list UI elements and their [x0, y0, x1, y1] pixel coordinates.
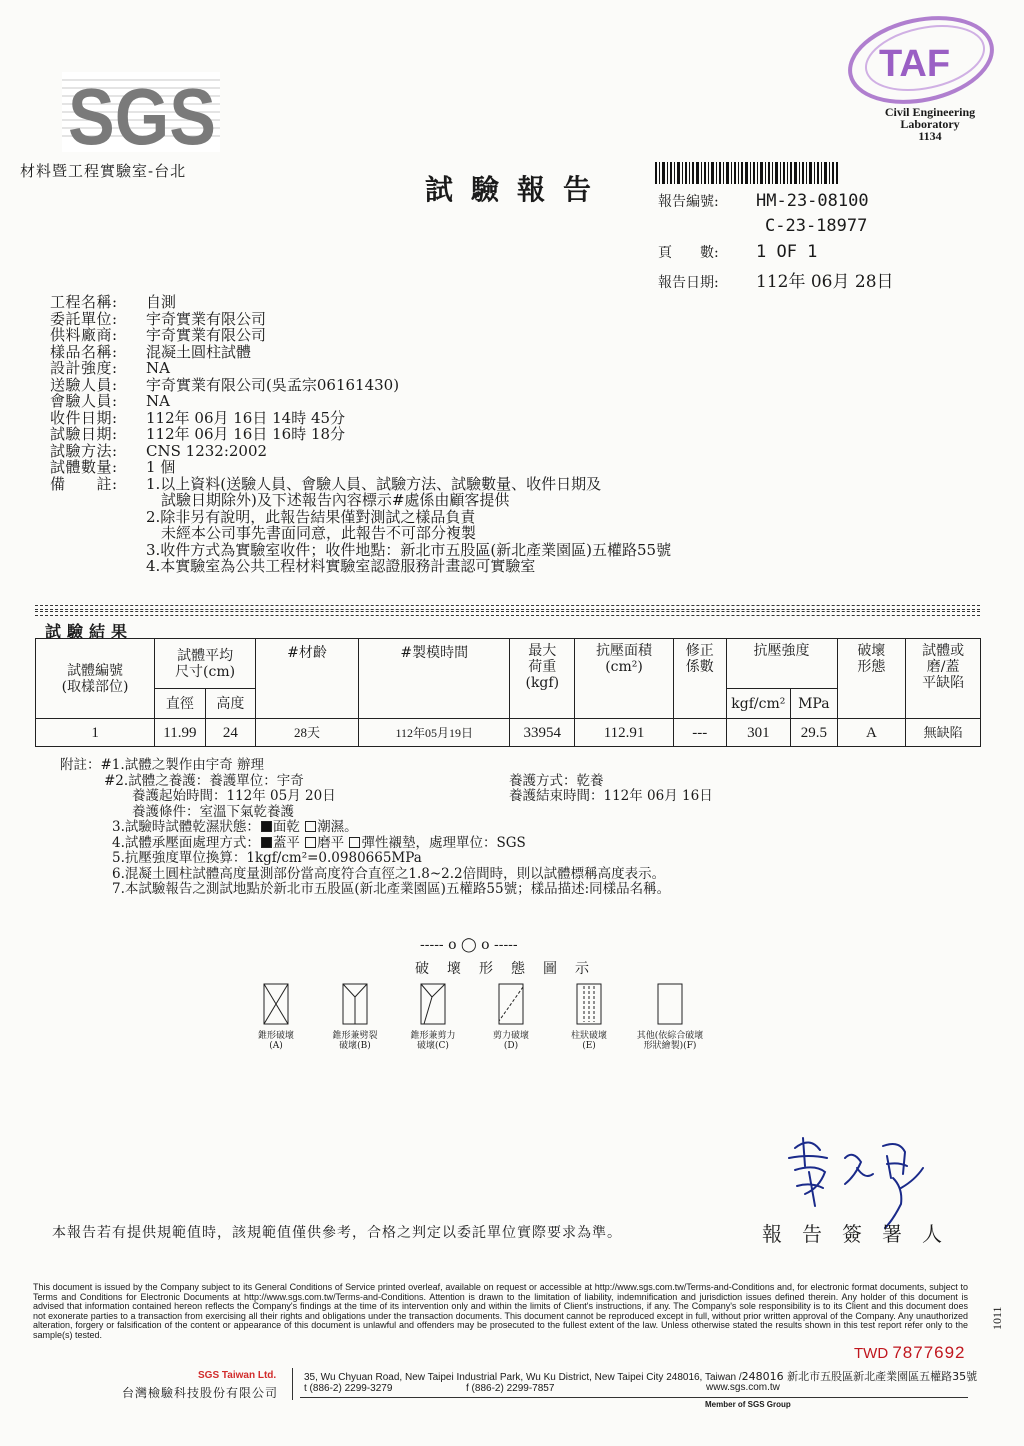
failure-type-b: 錐形兼劈裂 破壞(B): [310, 983, 400, 1051]
columnar-failure-icon: [576, 983, 602, 1025]
shear-failure-icon: [498, 983, 524, 1025]
note-line: 養護起始時間：112年 05月 20日 養護結束時間：112年 06月 16日: [132, 788, 713, 804]
company-name-zh: 台灣檢驗科技股份有限公司: [122, 1386, 279, 1400]
document-title: 試驗報告: [425, 173, 610, 206]
website: www.sgs.com.tw: [706, 1382, 780, 1393]
info-project: 工程名稱: 自測: [50, 293, 177, 311]
remark-line: 2.除非另有說明，此報告結果僅對測試之樣品負責: [146, 507, 476, 526]
remark-line: 1.以上資料(送驗人員、會驗人員、試驗方法、試驗數量、收件日期及: [146, 474, 602, 493]
cone-failure-icon: [263, 983, 289, 1025]
info-supplier: 供料廠商: 宇奇實業有限公司: [50, 326, 267, 344]
col-mpa: MPa: [791, 689, 837, 719]
report-number-row: 報告編號: HM-23-08100: [658, 191, 869, 211]
failure-type-e: 柱狀破壞 (E): [544, 983, 634, 1051]
diagram-ornament: ----- o ◯ o -----: [420, 937, 518, 953]
col-strength: 抗壓強度: [726, 639, 837, 689]
info-test-date: 試驗日期: 112年 06月 16日 16時 18分: [50, 425, 346, 443]
info-quantity: 試體數量: 1 個: [50, 458, 176, 476]
signer-label: 報告簽署人: [762, 1222, 962, 1246]
legal-notice: This document is issued by the Company subject to its General Conditions of Service printed overleaf, available on request or accessible at http://www.sgs.com.tw/Terms-and-Conditions and, for electronic format documents, subject to Terms and Conditions for Electronic Documents at http://www.sgs.com.tw/Terms-and-Conditions. Attention is drawn to the limitation of liability, indemnification and jurisdiction issues defined therein. Any holder of this document is advised that information contained hereon reflects the Company's findings at the time of its intervention only and within the limits of Client's instructions, if any. The Company's sole responsibility is to its Client and this document does not exonerate parties to a transaction from exercising all their rights and obligations under the transaction documents. This document cannot be reproduced except in full, without prior written approval of the Company. Any unauthorized alteration, forgery or falsification of the content or appearance of this document is unlawful and offenders may be prosecuted to the fullest extent of the law. Unless otherwise stated the results shown in this test report refer only to the sample(s) tested.: [33, 1282, 968, 1340]
cone-split-failure-icon: [342, 983, 368, 1025]
col-id: 試體編號 (取樣部位): [36, 639, 155, 719]
table-header-row: [36, 639, 981, 689]
company-name-en: SGS Taiwan Ltd.: [198, 1370, 277, 1381]
divider: [35, 605, 980, 610]
taf-logo: [845, 14, 997, 106]
page-count-row: 頁 數: 1 OF 1: [658, 242, 818, 262]
failure-type-d: 剪力破壞 (D): [466, 983, 556, 1051]
checkbox-wet: [305, 821, 316, 832]
failure-type-c: 錐形兼剪力 破壞(C): [388, 983, 478, 1051]
notes: [60, 757, 713, 898]
divider: [292, 1368, 293, 1400]
remark-line: 試驗日期除外)及下述報告內容標示#處係由顧客提供: [146, 491, 510, 509]
report-number-2: C-23-18977: [765, 216, 868, 236]
test-info: [50, 294, 671, 575]
info-sample-name: 樣品名稱: 混凝土圓柱試體: [50, 342, 252, 361]
checkbox-pad: [349, 837, 360, 848]
checkbox-dry: [261, 821, 272, 832]
cone-shear-failure-icon: [420, 983, 446, 1025]
note-line: 6.混凝土圓柱試體高度量測部份當高度符合直徑之1.8~2.2倍間時，則以試體標稱高度表示。: [112, 865, 666, 882]
serial-number: TWD 7877692: [854, 1343, 966, 1362]
taf-caption: Civil Engineering Laboratory 1134: [884, 105, 976, 143]
failure-type-f: 其他(依綜合破壞 形狀繪製)(F): [622, 983, 718, 1051]
col-size: 試體平均 尺寸(cm): [155, 639, 256, 689]
svg-text:TAF: TAF: [879, 43, 951, 85]
col-max-load: 最大 荷重 (kgf): [510, 639, 575, 719]
col-kgf: kgf/cm²: [726, 689, 791, 719]
info-design-strength: 設計強度: NA: [50, 359, 170, 377]
note-line: 7.本試驗報告之測試地點於新北市五股區(新北產業園區)五權路55號；樣品描述:同樣品名稱。: [112, 881, 671, 897]
col-failure: 破壞 形態: [837, 639, 906, 719]
note-line: 4.試體承壓面處理方式： 蓋平 磨平 彈性襯墊，處理單位：SGS: [112, 834, 526, 851]
col-cast-time: #製模時間: [359, 639, 510, 719]
col-area: 抗壓面積 (cm²): [575, 639, 674, 719]
info-remarks: 備 註: 1.以上資料(送驗人員、會驗人員、試驗方法、試驗數量、收件日期及 試驗日期除外)及下述報告內容標示#處係由顧客提供 2.除非另有說明，此報告結果僅對測試之樣品負責 未經本公司事先書面同意，此報告不可部分複製 3.收件方式為實驗室收件；收件地點：新北市五股區(新北產業園區)五權路55號 4.本實驗室為公共工程材料實驗室認證服務計畫認可實驗室: [50, 474, 672, 575]
info-submitter: 送驗人員: 宇奇實業有限公司(吳孟宗06161430): [50, 375, 400, 394]
note-line: 5.抗壓強度單位換算：1kgf/cm²=0.0980665MPa: [112, 850, 422, 866]
note-line: 附註：#1.試體之製作由宇奇 辦理: [60, 757, 264, 773]
other-failure-icon: [657, 983, 683, 1025]
sgs-logo: [62, 72, 220, 161]
diagram-title: 破壞形態圖示: [415, 961, 607, 977]
results-title: 試驗結果: [45, 622, 134, 641]
barcode: [655, 162, 840, 184]
divider: [300, 1397, 968, 1398]
side-number: 1011: [990, 1306, 1004, 1330]
note-line: 3.試驗時試體乾濕狀態： 面乾 潮濕。: [112, 819, 358, 835]
phone: t (886-2) 2299-3279: [304, 1383, 393, 1394]
remark-line: 未經本公司事先書面同意，此報告不可部分複製: [146, 524, 477, 542]
results-table: [35, 638, 981, 747]
col-diameter: 直徑: [155, 689, 205, 719]
note-line: #2.試體之養護：養護單位：宇奇 養護方式：乾養: [104, 772, 604, 789]
note-line: 養護條件：室溫下氣乾養護: [132, 803, 294, 820]
disclaimer: 本報告若有提供規範值時，該規範值僅供參考，合格之判定以委託單位實際要求為準。: [52, 1225, 622, 1241]
company-address: 35, Wu Chyuan Road, New Taipei Industrial Park, Wu Ku District, New Taipei City 248016, Taiwan /248016 新北市五股區新北產業園區五權路35號: [304, 1370, 978, 1383]
col-height: 高度: [205, 689, 255, 719]
lab-name: 材料暨工程實驗室-台北: [20, 162, 187, 180]
member-note: Member of SGS Group: [705, 1400, 791, 1409]
info-witness: 會驗人員: NA: [50, 392, 170, 410]
info-received-date: 收件日期: 112年 06月 16日 14時 45分: [50, 408, 346, 427]
table-row: 1 11.99 24 28天 112年05月19日 33954 112.91 --- 301 29.5 A 無缺陷: [36, 719, 981, 747]
report-date-row: 報告日期: 112年 06月 28日: [658, 272, 894, 292]
remark-line: 4.本實驗室為公共工程材料實驗室認證服務計畫認可實驗室: [146, 557, 536, 575]
remark-line: 3.收件方式為實驗室收件；收件地點：新北市五股區(新北產業園區)五權路55號: [146, 540, 672, 559]
divider: [35, 611, 980, 616]
checkbox-ground: [305, 837, 316, 848]
col-correction: 修正 係數: [674, 639, 727, 719]
failure-type-a: 錐形破壞 (A): [231, 983, 321, 1051]
checkbox-capped: [261, 837, 272, 848]
fax: f (886-2) 2299-7857: [466, 1383, 555, 1394]
col-age: #材齡: [256, 639, 359, 719]
svg-text:SGS: SGS: [68, 72, 216, 161]
col-defect: 試體或 磨/蓋 平缺陷: [906, 639, 981, 719]
info-test-method: 試驗方法: CNS 1232:2002: [50, 441, 268, 460]
info-client: 委託單位: 宇奇實業有限公司: [50, 309, 267, 328]
